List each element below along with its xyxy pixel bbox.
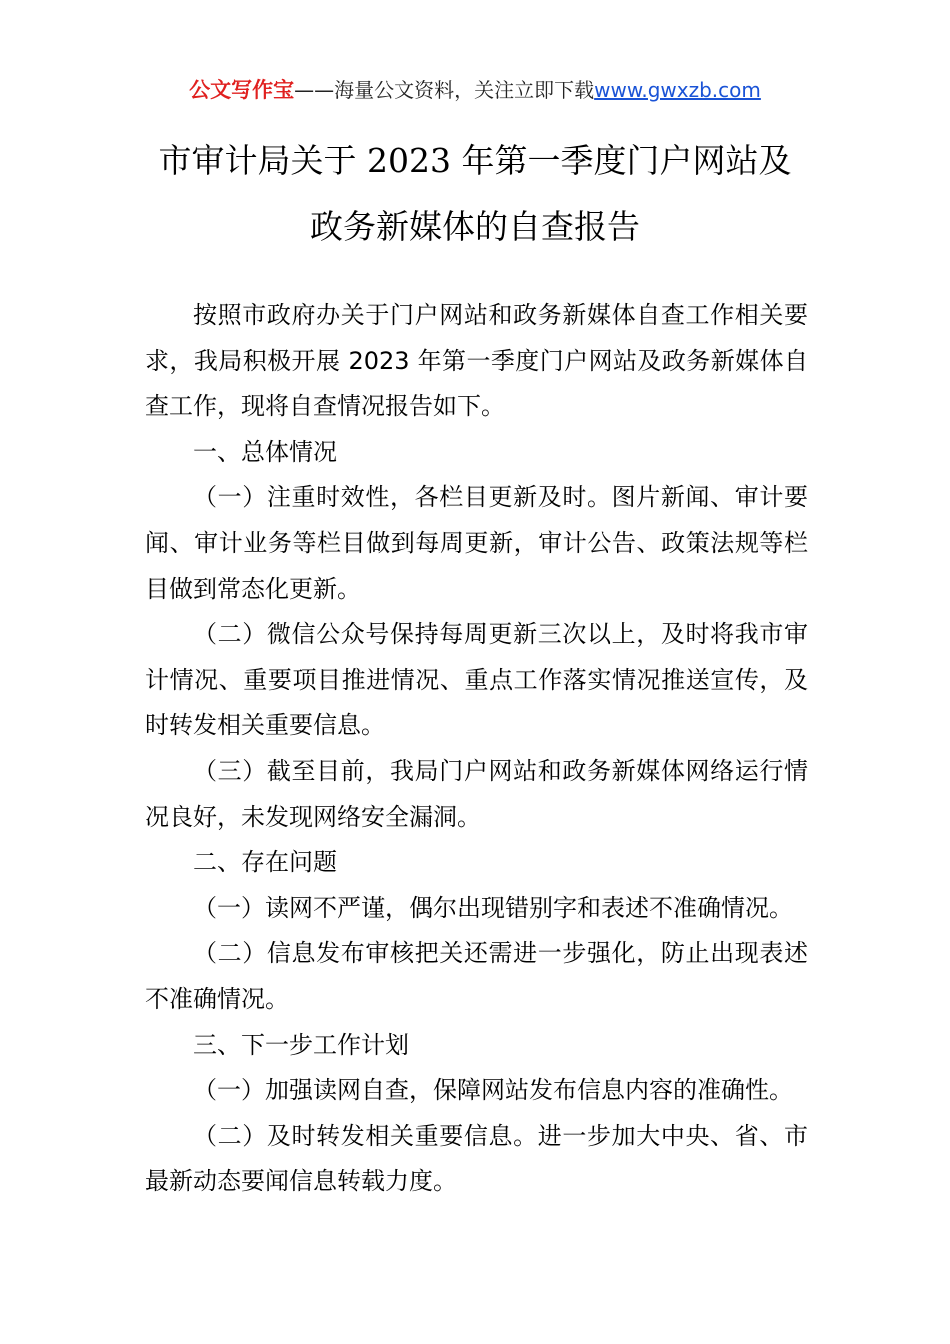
plan-item-2: （二）及时转发相关重要信息。进一步加大中央、省、市最新动态要闻信息转载力度。 (145, 1121, 808, 1196)
problem-item-2: （二）信息发布审核把关还需进一步强化，防止出现表述不准确情况。 (145, 939, 808, 1013)
title-line-1: 市审计局关于 2023 年第一季度门户网站及 (158, 141, 792, 180)
website-link[interactable]: www.gwxzb.com (594, 78, 761, 102)
section-heading-overall: 一、总体情况 (193, 437, 337, 466)
intro-paragraph: 按照市政府办关于门户网站和政务新媒体自查工作相关要求，我局积极开展 2023 年第一季度门户网站及政务新媒体自查工作，现将自查情况报告如下。 (145, 301, 808, 421)
overall-item-1: （一）注重时效性，各栏目更新及时。图片新闻、审计要闻、审计业务等栏目做到每周更新，审计公告、政策法规等栏目做到常态化更新。 (145, 483, 808, 603)
document-body (145, 293, 808, 1205)
document-title (0, 128, 950, 260)
overall-item-3: （三）截至目前，我局门户网站和政务新媒体网络运行情况良好，未发现网络安全漏洞。 (145, 756, 808, 831)
brand-name: 公文写作宝 (189, 78, 295, 102)
banner-slogan: ——海量公文资料，关注立即下载 (294, 78, 595, 102)
plan-item-1: （一）加强读网自查，保障网站发布信息内容的准确性。 (193, 1076, 793, 1105)
overall-item-2: （二）微信公众号保持每周更新三次以上，及时将我市审计情况、重要项目推进情况、重点工作落实情况推送宣传，及时转发相关重要信息。 (145, 620, 808, 740)
problem-item-1: （一）读网不严谨，偶尔出现错别字和表述不准确情况。 (193, 893, 793, 922)
section-heading-problems: 二、存在问题 (193, 848, 337, 877)
section-heading-plan: 三、下一步工作计划 (193, 1030, 409, 1059)
header-banner (0, 76, 950, 104)
title-line-2: 政务新媒体的自查报告 (310, 207, 640, 246)
